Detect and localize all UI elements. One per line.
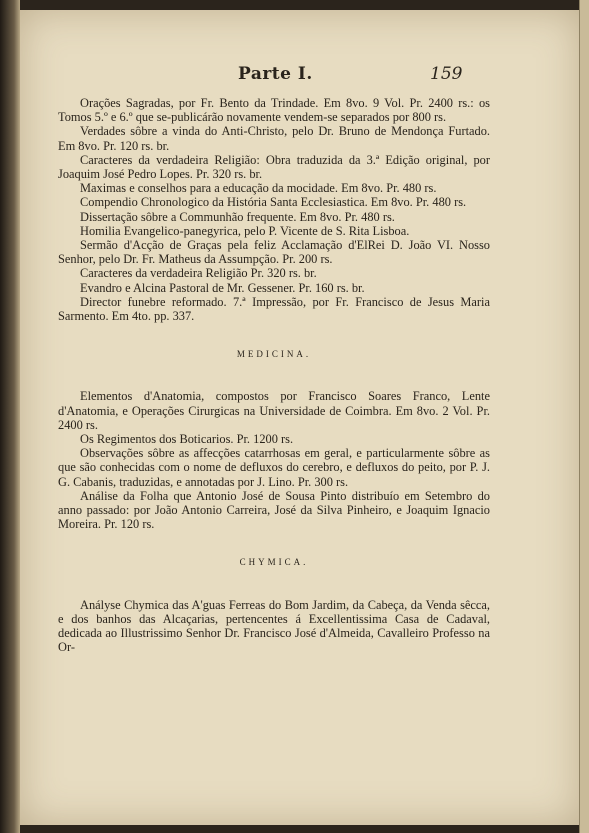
catalog-entry: Orações Sagradas, por Fr. Bento da Trindade. Em 8vo. 9 Vol. Pr. 2400 rs.: os Tomos 5.º e 6.º que se-publicárão novamente vendem-se separados por 800 rs. [58,96,490,125]
page-body [58,96,490,655]
catalog-entry: Caracteres da verdadeira Religião: Obra traduzida da 3.ª Edição original, por Joaquim José Pedro Lopes. Pr. 320 rs. br. [58,152,490,182]
catalog-entry: Homilia Evangelico-panegyrica, pelo P. Vicente de S. Rita Lisboa. [80,223,410,238]
catalog-entry: Observações sôbre as affecções catarrhosas em geral, e particularmente sôbre as que são conhecidas com o nome de defluxos do cerebro, e defluxos do peito, por P. J. G. Cabanis, traduzidas, e annotadas por J. Lino. Pr. 300 rs. [58,446,490,489]
page-edge [579,0,589,833]
catalog-entry: Caracteres da verdadeira Religião Pr. 320 rs. br. [80,266,317,281]
catalog-entry: Sermão d'Acção de Graças pela feliz Acclamação d'ElRei D. João VI. Nosso Senhor, pelo Dr. Fr. Matheus da Assumpção. Pr. 200 rs. [58,238,490,267]
book-gutter [0,0,20,833]
catalog-entry: Evandro e Alcina Pastoral de Mr. Gessener. Pr. 160 rs. br. [80,280,365,295]
catalog-entry: Director funebre reformado. 7.ª Impressão, por Fr. Francisco de Jesus Maria Sarmento. Em 4to. pp. 337. [58,294,490,324]
catalog-entry: Dissertação sôbre a Communhão frequente. Em 8vo. Pr. 480 rs. [80,209,395,224]
page-header [20,60,580,90]
catalog-entry: Verdades sôbre a vinda do Anti-Christo, pelo Dr. Bruno de Mendonça Furtado. Em 8vo. Pr. 120 rs. br. [58,124,490,153]
catalog-entry: Análise da Folha que Antonio José de Sousa Pinto distribuío em Setembro do anno passado: por João Antonio Carreira, José da Silva Pinheiro, e Joaquim Ignacio Moreira. Pr. 120 rs. [58,488,490,532]
catalog-entry: Compendio Chronologico da História Santa Ecclesiastica. Em 8vo. Pr. 480 rs. [80,195,467,210]
page-number: 159 [430,64,463,84]
catalog-entry: Os Regimentos dos Boticarios. Pr. 1200 rs. [80,432,294,447]
catalog-entry: Maximas e conselhos para a educação da mocidade. Em 8vo. Pr. 480 rs. [80,181,437,196]
running-head: Parte I. [238,64,313,84]
book-page [20,10,580,825]
section-heading-medicina: MEDICINA. [236,349,312,360]
catalog-entry: Elementos d'Anatomia, compostos por Francisco Soares Franco, Lente d'Anatomia, e Operações Cirurgicas na Universidade de Coimbra. Em 8vo. 2 Vol. Pr. 2400 rs. [58,389,490,432]
section-heading-chymica: CHYMICA. [239,557,309,568]
catalog-entry: Anályse Chymica das A'guas Ferreas do Bom Jardim, da Cabeça, da Venda sêcca, e dos banhos das Alcaçarias, pertencentes á Excellentissima Casa de Cadaval, dedicada ao Illustrissimo Senhor Dr. Francisco José d'Almeida, Cavalleiro Professo na Or- [58,597,490,655]
